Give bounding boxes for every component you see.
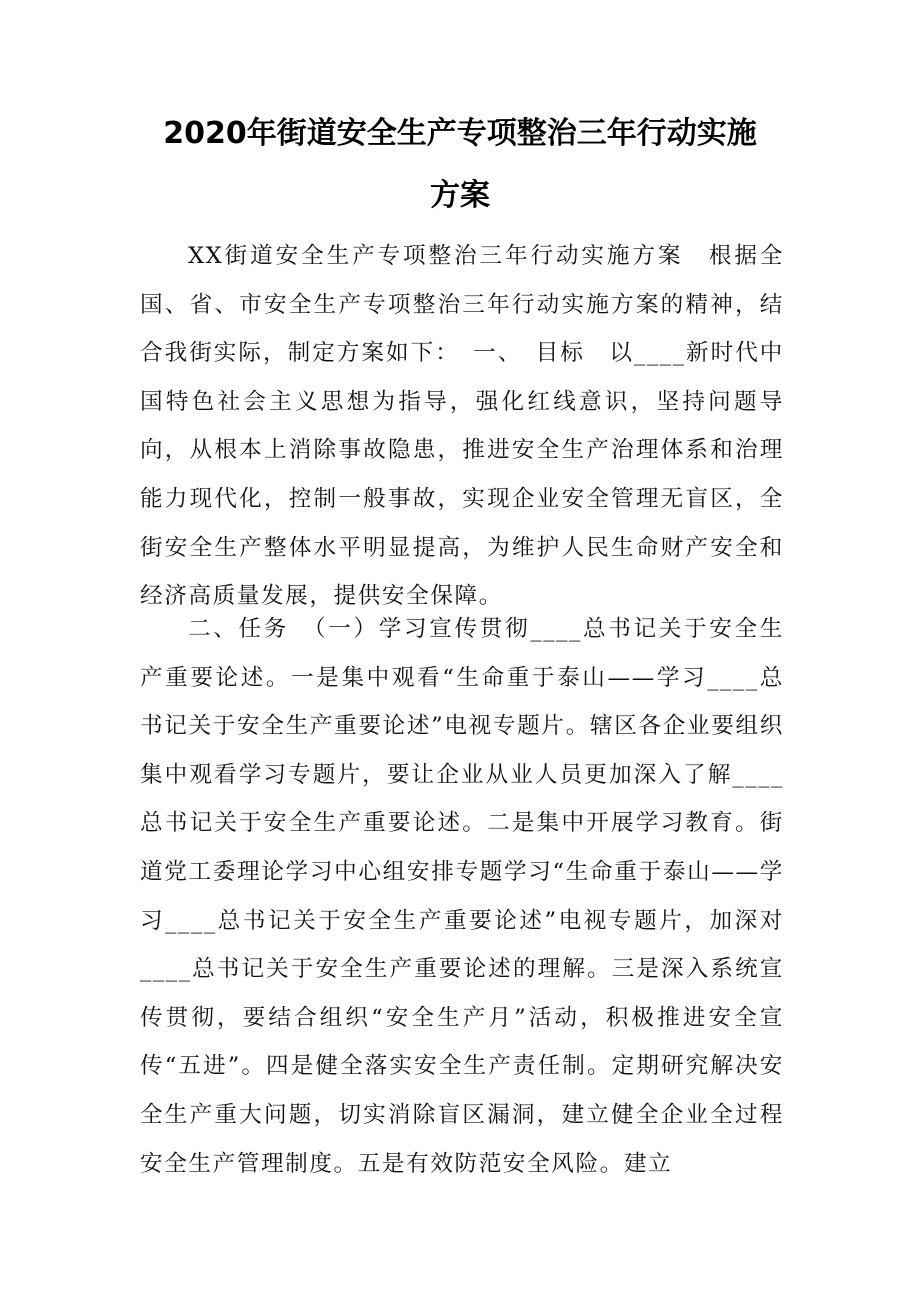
document-title-line2: 方案 <box>430 178 490 213</box>
body-paragraph-goals: XX街道安全生产专项整治三年行动实施方案 根据全国、省、市安全生产专项整治三年行动实施方案的精神，结合我街实际，制定方案如下： 一、 目标 以____新时代中国特色社会主义思想为指导，强化红线意识，坚持问题导向，从根本上消除事故隐患，推进安全生产治理体系和治理能力现代化，控制一般事故，实现企业安全管理无盲区，全街安全生产整体水平明显提高，为维护人民生命财产安全和经济高质量发展，提供安全保障。 <box>140 243 784 610</box>
body-paragraph-tasks: 二、任务 （一）学习宣传贯彻____总书记关于安全生产重要论述。一是集中观看“生命重于泰山——学习____总书记关于安全生产重要论述”电视专题片。辖区各企业要组织集中观看学习专题片，要让企业从业人员更加深入了解____总书记关于安全生产重要论述。二是集中开展学习教育。街道党工委理论学习中心组安排专题学习“生命重于泰山——学习____总书记关于安全生产重要论述”电视专题片，加深对____总书记关于安全生产重要论述的理解。三是深入系统宣传贯彻，要结合组织“安全生产月”活动，积极推进安全宣传“五进”。四是健全落实安全生产责任制。定期研究解决安全生产重大问题，切实消除盲区漏洞，建立健全企业全过程安全生产管理制度。五是有效防范安全风险。建立 <box>140 616 784 1177</box>
document-title-line1: 2020年街道安全生产专项整治三年行动实施 <box>163 116 757 151</box>
